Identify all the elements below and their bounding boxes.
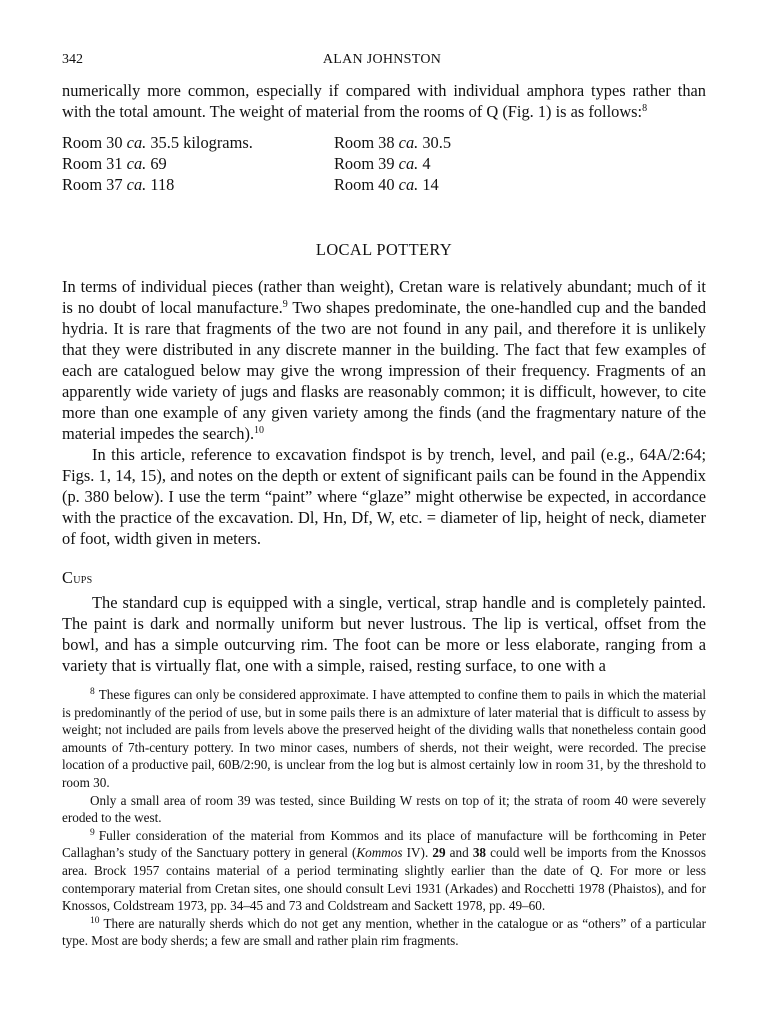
room-weights-left-column	[62, 132, 253, 195]
paragraph-local-pottery-2: In this article, reference to excavation findspot is by trench, level, and pail (e.g., 64A/2:64; Figs. 1, 14, 15), and notes on the depth or extent of significant pails can be found in the Appendix (p. 380 below). I use the term “paint” where “glaze” might otherwise be expected, in accordance with the practice of the excavation. Dl, Hn, Df, W, etc. = diameter of lip, height of neck, diameter of foot, width given in meters.	[62, 445, 706, 548]
intro-text: numerically more common, especially if compared with individual amphora types rather than with the total amount. The weight of material from the rooms of Q (Fig. 1) is as follows:	[62, 81, 706, 121]
page-header	[62, 48, 702, 70]
footnote-9: $^9$ Fuller consideration of the material from Kommos and its place of manufacture will be forthcoming in Peter Callaghan’s study of the Sanctuary pottery in general (Kommos IV). 29 and 38 could well be imports from the Knossos area. Brock 1957 contains material of a period terminating slightly earlier than the date of Q. For more or less contemporary material from Cretan sites, one should consult Levi 1931 (Arkades) and Rocchetti 1978 (Phaistos), and for Knossos, Coldstream 1973, pp. 34–45 and 73 and Coldstream and Sackett 1978, pp. 49–60.	[62, 827, 706, 914]
intro-paragraph	[62, 80, 706, 122]
room-weight-row: Room 38 ca. 30.5	[334, 133, 452, 152]
cups-body	[62, 592, 706, 676]
footnote-8: $^8$ These figures can only be considered approximate. I have attempted to confine them to pails in which the material is predominantly of the period of use, but in some pails there is an admixture of later material that is difficult to assess by weight; not included are pails from levels above the preserved height of the dividing walls that nonetheless contain good amounts of 7th-century pottery. In two minor cases, numbers of sherds, not their weight, were recorded. The precise location of a productive pail, 60B/2:90, is unclear from the log but is almost certainly low in room 31, by the threshold to room 30.	[62, 687, 706, 790]
footnotes	[62, 686, 706, 950]
footnote-ref-8[interactable]: 8	[642, 103, 648, 114]
paragraph-cups: The standard cup is equipped with a single, vertical, strap handle and is completely painted. The paint is dark and normally uniform but never lustrous. The lip is vertical, offset from the bowl, and has a simple outcurving rim. The foot can be more or less elaborate, ranging from a variety that is virtually flat, one with a simple, raised, resting surface, to one with a	[62, 593, 706, 675]
room-weight-row: Room 31 ca. 69	[62, 154, 167, 173]
footnote-ref-9[interactable]: 9	[282, 299, 288, 310]
room-weight-row: Room 39 ca. 4	[334, 154, 431, 173]
footnote-8-continued: Only a small area of room 39 was tested, since Building W rests on top of it; the strata of room 40 were severely eroded to the west.	[62, 792, 706, 826]
room-weight-row: Room 37 ca. 118	[62, 175, 175, 194]
paragraph-local-pottery-1: In terms of individual pieces (rather than weight), Cretan ware is relatively abundant; much of it is no doubt of local manufacture.$^9$ Two shapes predominate, the one-handled cup and the banded hydria. It is rare that fragments of the two are not found in any pail, and therefore it is unlikely that they were distributed in any discrete manner in the building. The fact that few examples of each are catalogued below may give the wrong impression of their frequency. Fragments of an apparently wide variety of jugs and flasks are reasonably common; it is difficult, however, to cite more than one example of any given variety among the finds (and the fragmentary nature of the material impedes the search).$^{10}$	[62, 277, 707, 443]
footnote-10: $^{10}$ There are naturally sherds which do not get any mention, whether in the catalogue or as “others” of a particular type. Most are body sherds; a few are small and rather plain rim fragments.	[62, 915, 706, 949]
room-weight-row: Room 30 ca. 35.5 kilograms.	[62, 133, 253, 152]
section-title: LOCAL POTTERY	[315, 240, 453, 259]
footnote-ref-10[interactable]: 10	[254, 425, 265, 436]
room-weight-row: Room 40 ca. 14	[334, 175, 439, 194]
page-number: 342	[62, 52, 83, 67]
subsection-heading-cups: Cups	[62, 568, 93, 587]
local-pottery-body	[62, 276, 706, 549]
running-head: ALAN JOHNSTON	[322, 52, 442, 67]
room-weights-right-column	[334, 132, 451, 195]
